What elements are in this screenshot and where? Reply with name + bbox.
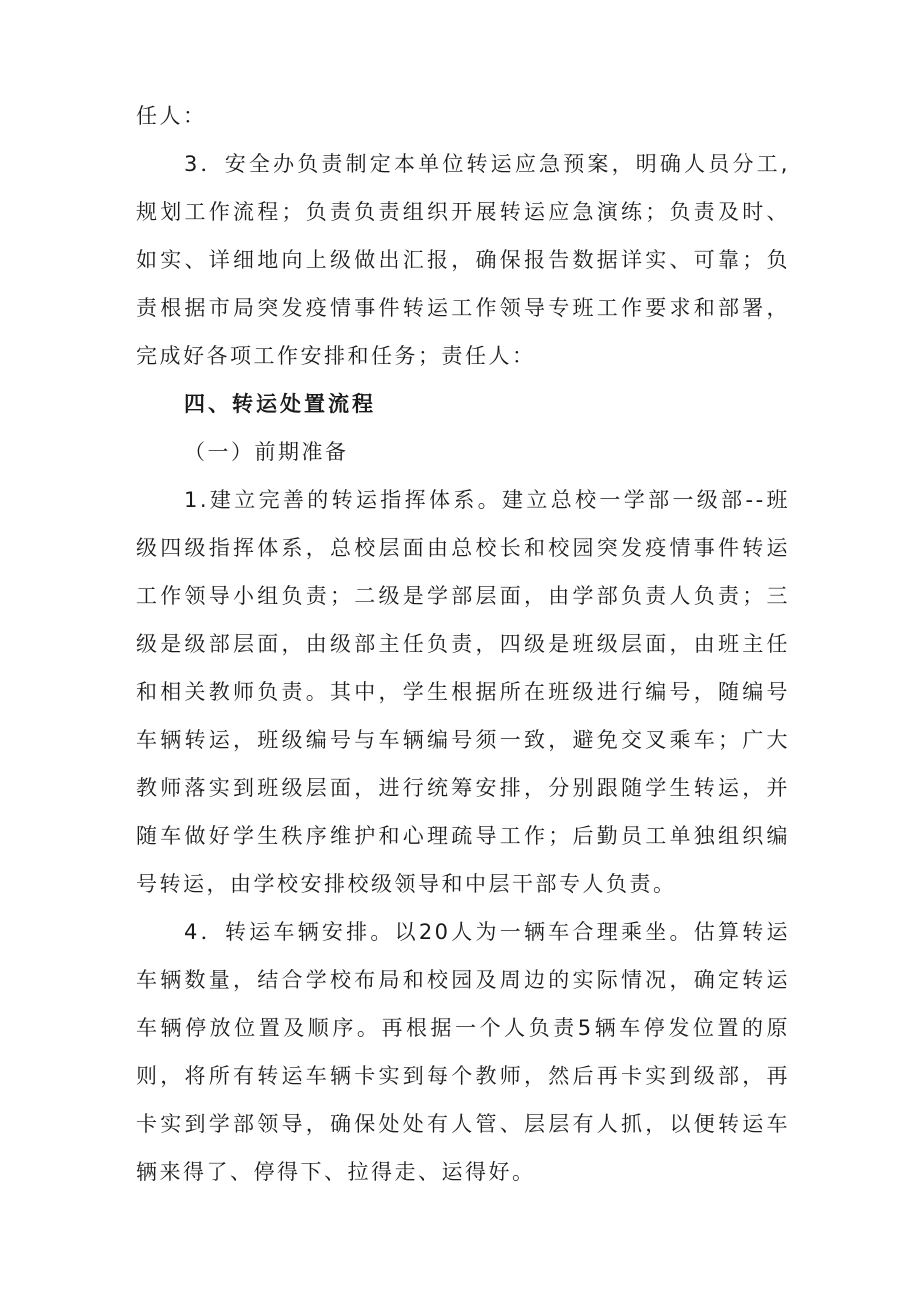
paragraph-safety-office-duties: 3．安全办负责制定本单位转运应急预案，明确人员分工,规划工作流程；负责负责组织开展转运应急演练；负责及时、如实、详细地向上级做出汇报，确保报告数据详实、可靠；负责根据市局突发疫情事件转运工作领导专班工作要求和部署，完成好各项工作安排和任务；责任人： (136, 152, 790, 368)
paragraph-command-system: 1.建立完善的转运指挥体系。建立总校一学部一级部--班级四级指挥体系，总校层面由总校长和校园突发疫情事件转运工作领导小组负责；二级是学部层面，由学部负责人负责；三级是级部层面，由级部主任负责，四级是班级层面，由班主任和相关教师负责。其中，学生根据所在班级进行编号，随编号车辆转运，班级编号与车辆编号须一致，避免交叉乘车；广大教师落实到班级层面，进行统筹安排，分别跟随学生转运，并随车做好学生秩序维护和心理疏导工作；后勤员工单独组织编号转运，由学校安排校级领导和中层干部专人负责。 (136, 488, 790, 896)
subsection-heading-preparation: （一）前期准备 (184, 440, 349, 464)
paragraph-responsible-person: 任人： (136, 104, 207, 128)
paragraph-vehicle-arrangement: 4．转运车辆安排。以20人为一辆车合理乘坐。估算转运车辆数量，结合学校布局和校园及周边的实际情况，确定转运车辆停放位置及顺序。再根据一个人负责5辆车停发位置的原则，将所有转运车辆卡实到每个教师，然后再卡实到级部，再卡实到学部领导，确保处处有人管、层层有人抓，以便转运车辆来得了、停得下、拉得走、运得好。 (136, 920, 790, 1184)
section-heading-transfer-process: 四、转运处置流程 (184, 392, 376, 416)
document-body (136, 92, 790, 1196)
